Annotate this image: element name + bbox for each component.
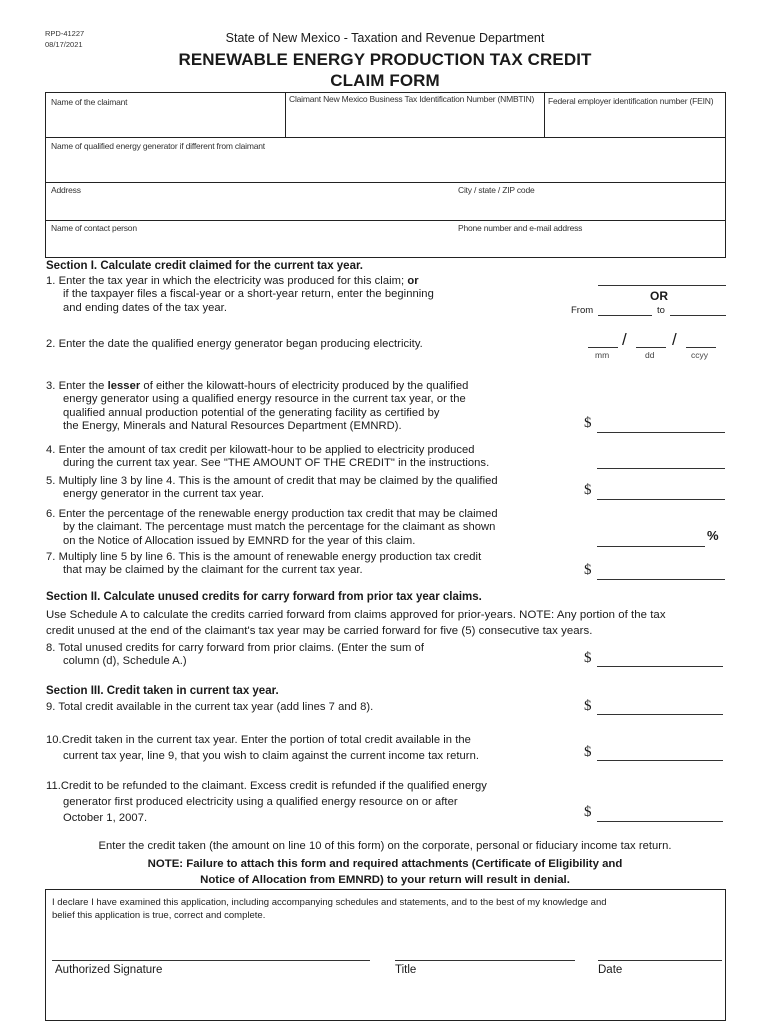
ccyy-label: ccyy bbox=[691, 350, 708, 360]
dollar-sign: $ bbox=[584, 744, 592, 760]
line7-text: 7. Multiply line 5 by line 6. This is the amount of renewable energy production tax credit that may be claimed by the claimant for the current tax year. bbox=[46, 551, 482, 577]
line1-tax-year-input[interactable] bbox=[598, 285, 726, 286]
line1-to-input[interactable] bbox=[670, 315, 726, 316]
dollar-sign: $ bbox=[584, 562, 592, 578]
line8-text: 8. Total unused credits for carry forward from prior claims. (Enter the sum of column (d), Schedule A.) bbox=[46, 642, 424, 668]
line11-text: 11.Credit to be refunded to the claimant. Excess credit is refunded if the qualified energy generator first produced electricity using a qualified energy resource on or after October 1, 2007. bbox=[46, 780, 487, 824]
title-label: Title bbox=[395, 964, 417, 976]
signature-label: Authorized Signature bbox=[55, 964, 163, 976]
generator-name-field[interactable]: Name of qualified energy generator if different from claimant bbox=[51, 141, 265, 151]
line3-input[interactable] bbox=[597, 432, 725, 433]
line5-input[interactable] bbox=[597, 499, 725, 500]
denial-note: NOTE: Failure to attach this form and required attachments (Certificate of Eligibility and Notice of Allocation from EMNRD) to your return will result in denial. bbox=[147, 858, 623, 886]
line2-text: 2. Enter the date the qualified energy generator began producing electricity. bbox=[46, 338, 423, 350]
address-field[interactable]: Address bbox=[51, 185, 81, 195]
line11-input[interactable] bbox=[597, 821, 723, 822]
line2-day-input[interactable] bbox=[636, 347, 666, 348]
city-state-zip-field[interactable]: City / state / ZIP code bbox=[458, 185, 535, 195]
section2-intro: Use Schedule A to calculate the credits carried forward from claims approved for prior-years. NOTE: Any portion of the tax credit unused at the end of the claimant's tax year may be carried forward for five (5) consecutive tax years. bbox=[46, 609, 666, 637]
from-label: From bbox=[571, 305, 594, 316]
date-input[interactable] bbox=[598, 960, 722, 961]
revision-date: 08/17/2021 bbox=[45, 40, 83, 49]
line2-month-input[interactable] bbox=[588, 347, 618, 348]
line3-text: 3. Enter the lesser of either the kilowatt-hours of electricity produced by the qualified energy generator using a qualified energy resource in the current tax year, or the qualified annual production potential of the generating facility as certified by the Energy, Minerals and Natural Resources Department (EMNRD). bbox=[46, 380, 469, 432]
section2-heading: Section II. Calculate unused credits for carry forward from prior tax year claims. bbox=[46, 591, 482, 603]
line10-input[interactable] bbox=[597, 760, 723, 761]
declaration-text: I declare I have examined this application, including accompanying schedules and statements, and to the best of my knowledge and belief this application is true, correct and complete. bbox=[52, 897, 607, 921]
line5-text: 5. Multiply line 3 by line 4. This is the amount of credit that may be claimed by the qualified energy generator in the current tax year. bbox=[46, 475, 498, 501]
agency-name: State of New Mexico - Taxation and Revenue Department bbox=[225, 31, 545, 45]
line8-input[interactable] bbox=[597, 666, 723, 667]
line10-text: 10.Credit taken in the current tax year. Enter the portion of total credit available in the current tax year, line 9, that you wish to claim against the current income tax return. bbox=[46, 734, 479, 762]
dollar-sign: $ bbox=[584, 415, 592, 431]
dd-label: dd bbox=[645, 350, 655, 360]
phone-email-field[interactable]: Phone number and e-mail address bbox=[458, 223, 583, 233]
line1-text: 1. Enter the tax year in which the electricity was produced for this claim; or if the taxpayer files a fiscal-year or a short-year return, enter the beginning and ending dates of the tax year. bbox=[46, 275, 434, 314]
contact-person-field[interactable]: Name of contact person bbox=[51, 223, 137, 233]
date-separator: / bbox=[622, 330, 627, 349]
claimant-name-field[interactable]: Name of the claimant bbox=[51, 97, 128, 107]
to-label: to bbox=[657, 305, 665, 316]
line4-text: 4. Enter the amount of tax credit per kilowatt-hour to be applied to electricity produced during the current tax year. See "THE AMOUNT OF THE CREDIT" in the instructions. bbox=[46, 444, 490, 470]
line9-input[interactable] bbox=[597, 714, 723, 715]
line6-text: 6. Enter the percentage of the renewable energy production tax credit that may be claimed by the claimant. The percentage must match the percentage for the claimant as shown on the Notice of Allocation issued by EMNRD for the year of this claim. bbox=[46, 508, 498, 547]
fein-field[interactable]: Federal employer identification number (FEIN) bbox=[548, 96, 714, 106]
date-label: Date bbox=[598, 964, 623, 976]
dollar-sign: $ bbox=[584, 650, 592, 666]
date-separator: / bbox=[672, 330, 677, 349]
line4-input[interactable] bbox=[597, 468, 725, 469]
claimant-info-box bbox=[45, 92, 726, 258]
line1-from-input[interactable] bbox=[598, 315, 652, 316]
mm-label: mm bbox=[595, 350, 610, 360]
line7-input[interactable] bbox=[597, 579, 725, 580]
line2-year-input[interactable] bbox=[686, 347, 716, 348]
title-input[interactable] bbox=[395, 960, 575, 961]
form-title-line2: CLAIM FORM bbox=[330, 71, 440, 90]
dollar-sign: $ bbox=[584, 698, 592, 714]
form-number: RPD-41227 bbox=[45, 29, 85, 38]
or-label: OR bbox=[650, 289, 668, 303]
section3-heading: Section III. Credit taken in current tax year. bbox=[46, 685, 279, 697]
line9-text: 9. Total credit available in the current tax year (add lines 7 and 8). bbox=[46, 701, 374, 713]
percent-sign: % bbox=[707, 528, 719, 543]
nmbtin-field[interactable]: Claimant New Mexico Business Tax Identification Number (NMBTIN) bbox=[289, 94, 535, 104]
section1-heading: Section I. Calculate credit claimed for the current tax year. bbox=[46, 260, 364, 272]
dollar-sign: $ bbox=[584, 804, 592, 820]
signature-input[interactable] bbox=[52, 960, 370, 961]
footer-instruction: Enter the credit taken (the amount on line 10 of this form) on the corporate, personal or fiduciary income tax return. bbox=[98, 840, 672, 852]
dollar-sign: $ bbox=[584, 482, 592, 498]
form-title-line1: RENEWABLE ENERGY PRODUCTION TAX CREDIT bbox=[178, 50, 592, 69]
line6-percent-input[interactable] bbox=[597, 546, 705, 547]
